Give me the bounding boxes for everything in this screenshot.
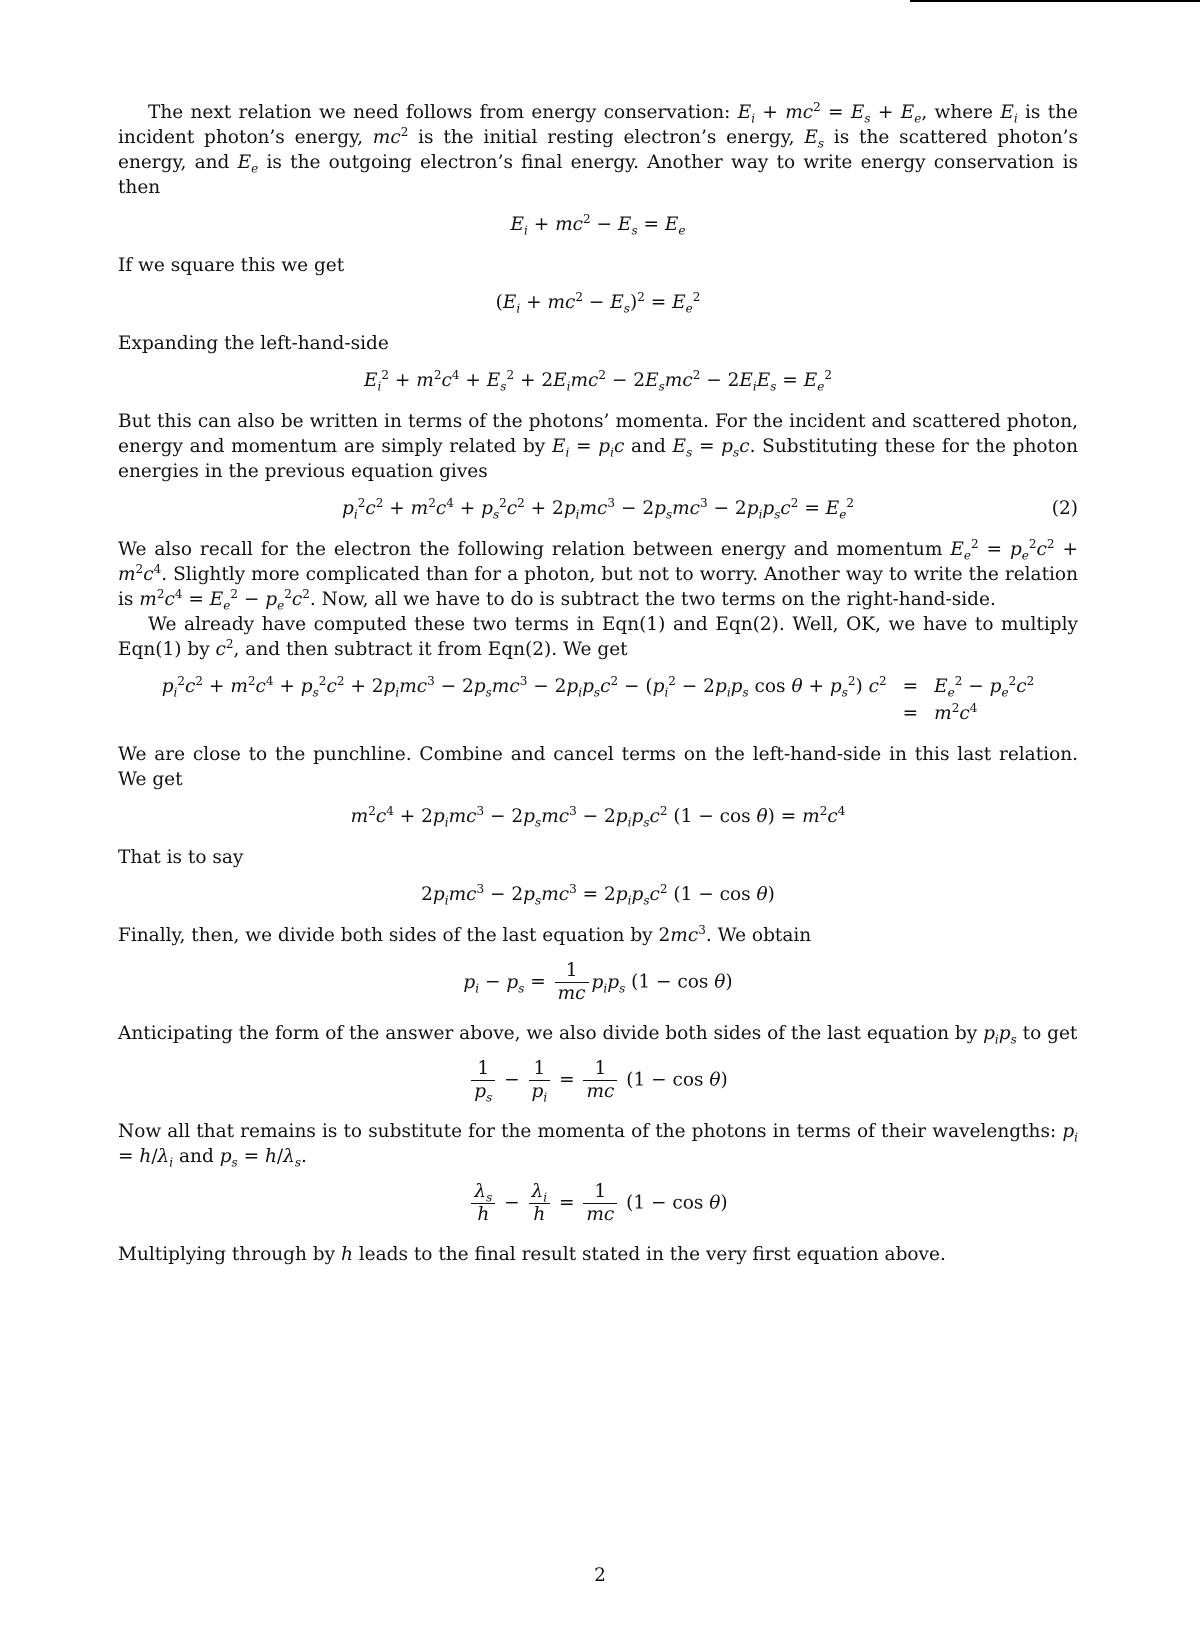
document-body [118,100,1078,1267]
paragraph-that-is: That is to say [118,847,244,868]
equation-expanded: $E_i^2 + m^2c^4 + E_s^2 + 2E_imc^2 - 2E_smc^2 - 2E_iE_s = E_e^2$ [364,367,832,394]
equation-momentum-difference: $p_i - p_s$ = $\frac{1}{mc}$ $p_ip_s$ (1 − cos θ) [463,960,733,1004]
page-number: 2 [594,1565,606,1586]
paragraph-square: If we square this we get [118,255,345,276]
paragraph-substitute: Now all that remains is to substitute for the momenta of the photons in terms of their wavelengths: $p_i = h/\lambda_i$ and $p_s = h/\lambda_s$. [118,1121,1078,1170]
paragraph-expanding: Expanding the left-hand-side [118,333,389,354]
equation-wavelength: $\frac{\lambda_s}{h}$ − $\frac{\lambda_i}{h}$ = $\frac{1}{mc}$ (1 − cos θ) [118,1181,1078,1226]
paragraph-anticipating: Anticipating the form of the answer above, we also divide both sides of the last equation by $p_ip_s$ to get [118,1023,1078,1047]
paragraph-divide: Finally, then, we divide both sides of the last equation by $2mc^3$. We obtain [118,922,812,946]
paragraph-energy-conservation: The next relation we need follows from energy conservation: $E_i + mc^2 = E_s + E_e$, where $E_i$ is the incident photon’s energy, $mc^2$ is the initial resting electron’s energy, $E_s$ is the scattered photon’s energy, and $E_e$ is the outgoing electron’s final energy. Another way to write energy conservation is then [118,99,1078,198]
equation-2: $p_i^2c^2 + m^2c^4 + p_s^2c^2 + 2p_imc^3 - 2p_smc^3 - 2p_ip_sc^2 = E_e^2$ (2) [342,495,1078,522]
equation-simplified: $2p_imc^3 - 2p_smc^3 = 2p_ip_sc^2$ (1 − cos θ) [421,881,775,908]
equation-combined: $m^2c^4 + 2p_imc^3 - 2p_smc^3 - 2p_ip_sc^2$ $(1 - \cos \theta) = m^2c^4$ [350,803,846,830]
top-rule [910,0,1200,2]
paragraph-momenta: But this can also be written in terms of the photons’ momenta. For the incident and scattered photon, energy and momentum are simply related by $E_i = p_ic$ and $E_s = p_sc$. Substituting these for the photon energies in the previous equation gives [118,411,1078,482]
equation-number: (2) [1051,498,1078,519]
equation-energy-conservation: $E_i + mc^2 - E_s = E_e$ [510,211,686,238]
equation-reciprocal: $\frac{1}{p_s}$ − $\frac{1}{p_i}$ = $\frac{1}{mc}$ (1 − cos θ) [118,1058,1078,1103]
paragraph-subtract: We already have computed these two terms in Eqn(1) and Eqn(2). Well, OK, we have to multiply Eqn(1) by $c^2$, and then subtract it from Eqn(2). We get [118,614,1078,660]
paragraph-final: Multiplying through by h leads to the final result stated in the very first equation above. [118,1244,946,1265]
paragraph-punchline: We are close to the punchline. Combine and cancel terms on the left-hand-side in this last relation. We get [118,744,1078,790]
equation-subtraction: $p_i^2c^2 + m^2c^4 + p_s^2c^2 + 2p_imc^3 - 2p_smc^3 - 2p_ip_sc^2 - (p_i^2 - 2p_ip_s$ $\cos \theta + p_s^2$) $c^2$ = $E_e^2 - p_e^2c^2$ = $m^2c^4$ [161,673,1035,724]
paragraph-electron-relation: We also recall for the electron the following relation between energy and momentum $E_e^2 = p_e^2c^2 + m^2c^4$. Slightly more complicated than for a photon, but not to worry. Another way to write the relation is $m^2c^4 = E_e^2 - p_e^2c^2$. Now, all we have to do is subtract the two terms on the right-hand-side. [118,536,1078,613]
equation-squared: $(E_i + mc^2 - E_s)^2 = E_e^2$ [495,289,701,316]
